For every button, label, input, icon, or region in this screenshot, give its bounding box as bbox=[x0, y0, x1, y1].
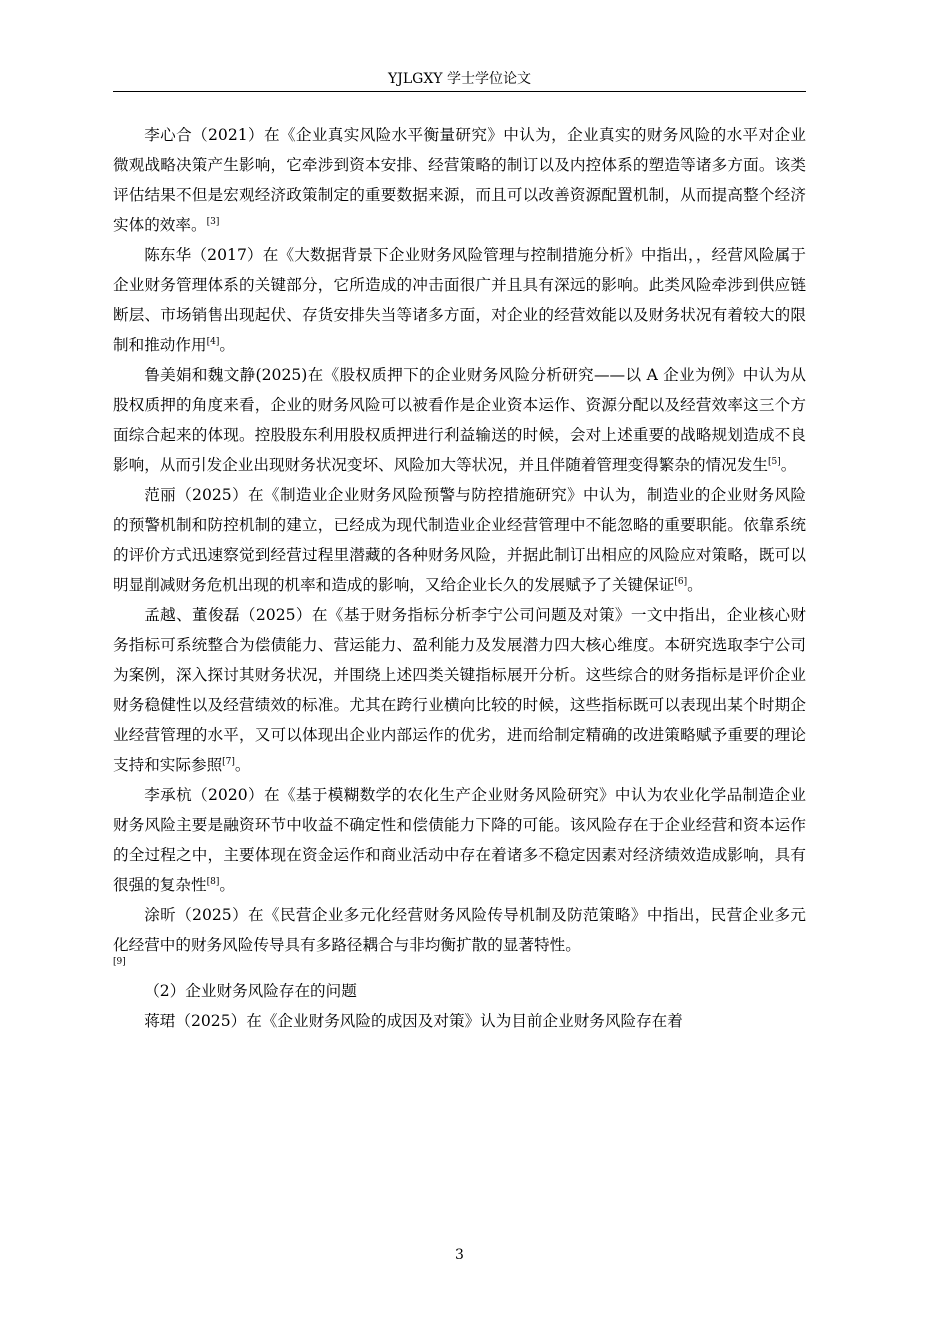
page-number: 3 bbox=[455, 1247, 464, 1263]
paragraph-tu-xin bbox=[113, 900, 806, 968]
citation-ref: [6] bbox=[674, 577, 688, 587]
paragraph-fan-li bbox=[113, 480, 806, 600]
page-header: YJLGXY 学士学位论文 bbox=[388, 71, 531, 87]
section-subheading: （2）企业财务风险存在的问题 bbox=[144, 982, 357, 1000]
paragraph-text: 李心合（2021）在《企业真实风险水平衡量研究》中认为，企业真实的财务风险的水平对企业微观战略决策产生影响，它牵涉到资本安排、经营策略的制订以及内控体系的塑造等诸多方面。该类评估结果不但是宏观经济政策制定的重要数据来源，而且可以改善资源配置机制，从而提高整个经济实体的效率。 bbox=[113, 126, 806, 234]
paragraph-tail: 。 bbox=[687, 576, 703, 594]
paragraph-text: 陈东华（2017）在《大数据背景下企业财务风险管理与控制措施分析》中指出，，经营风险属于企业财务管理体系的关键部分，它所造成的冲击面很广并且具有深远的影响。此类风险牵涉到供应链断层、市场销售出现起伏、存货安排失当等诸多方面，对企业的经营效能以及财务状况有着较大的限制和推动作用 bbox=[113, 246, 806, 354]
paragraph-lu-meijuan bbox=[113, 360, 806, 480]
paragraph-tail: 。 bbox=[780, 456, 797, 474]
paragraph-chen-donghua bbox=[113, 240, 806, 360]
citation-ref: [5] bbox=[767, 457, 781, 467]
paragraph-li-xinhe bbox=[113, 120, 806, 240]
header-divider bbox=[113, 91, 806, 92]
citation-ref: [8] bbox=[206, 877, 220, 887]
paragraph-li-chenghang bbox=[113, 780, 806, 900]
body-content bbox=[113, 120, 806, 1036]
paragraph-text: 涂昕（2025）在《民营企业多元化经营财务风险传导机制及防范策略》中指出，民营企业多元化经营中的财务风险传导具有多路径耦合与非均衡扩散的显著特性。 bbox=[113, 906, 806, 954]
paragraph-tail: 。 bbox=[219, 876, 235, 894]
paragraph-meng-yue bbox=[113, 600, 806, 780]
paragraph-jiang-jun: 蒋珺（2025）在《企业财务风险的成因及对策》认为目前企业财务风险存在着 bbox=[144, 1012, 683, 1030]
citation-ref: [7] bbox=[222, 757, 235, 767]
paragraph-text: 鲁美娟和魏文静(2025)在《股权质押下的企业财务风险分析研究——以 A 企业为例》中认为从股权质押的角度来看，企业的财务风险可以被看作是企业资本运作、资源分配以及经营效率这三个方面综合起来的体现。控股股东利用股权质押进行利益输送的时候，会对上述重要的战略规划造成不良影响，从而引发企业出现财务状况变坏、风险加大等状况，并且伴随着管理变得繁杂的情况发生 bbox=[113, 366, 806, 474]
citation-ref: [9] bbox=[113, 957, 126, 967]
citation-ref: [4] bbox=[206, 337, 220, 347]
paragraph-text: 范丽（2025）在《制造业企业财务风险预警与防控措施研究》中认为，制造业的企业财务风险的预警机制和防控机制的建立，已经成为现代制造业企业经营管理中不能忽略的重要职能。依靠系统的评价方式迅速察觉到经营过程里潜藏的各种财务风险，并据此制订出相应的风险应对策略，既可以明显削减财务危机出现的机率和造成的影响，又给企业长久的发展赋予了关键保证 bbox=[113, 486, 806, 594]
paragraph-text: 李承杭（2020）在《基于模糊数学的农化生产企业财务风险研究》中认为农业化学品制造企业财务风险主要是融资环节中收益不确定性和偿债能力下降的可能。该风险存在于企业经营和资本运作的全过程之中，主要体现在资金运作和商业活动中存在着诸多不稳定因素对经济绩效造成影响，具有很强的复杂性 bbox=[113, 786, 806, 894]
citation-ref: [3] bbox=[206, 217, 220, 227]
paragraph-text: 孟越、董俊磊（2025）在《基于财务指标分析李宁公司问题及对策》一文中指出，企业核心财务指标可系统整合为偿债能力、营运能力、盈利能力及发展潜力四大核心维度。本研究选取李宁公司为案例，深入探讨其财务状况，并围绕上述四类关键指标展开分析。这些综合的财务指标是评价企业财务稳健性以及经营绩效的标准。尤其在跨行业横向比较的时候，这些指标既可以表现出某个时期企业经营管理的水平，又可以体现出企业内部运作的优劣，进而给制定精确的改进策略赋予重要的理论支持和实际参照 bbox=[113, 606, 806, 774]
paragraph-tail: 。 bbox=[234, 756, 251, 774]
paragraph-tail: 。 bbox=[219, 336, 235, 354]
